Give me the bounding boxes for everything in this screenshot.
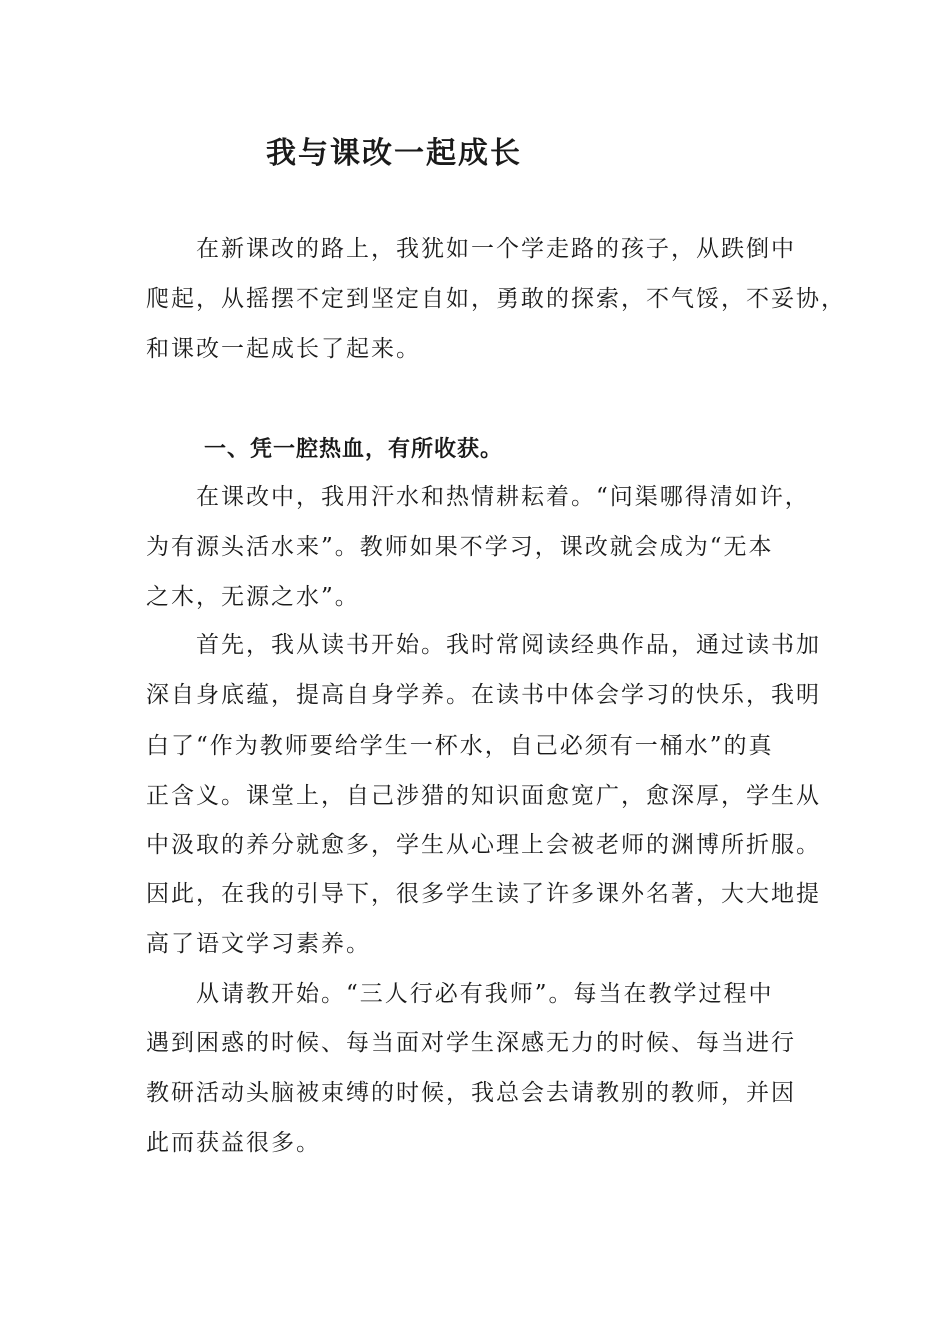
para2-line-3: 白了“作为教师要给学生一杯水，自己必须有一桶水”的真 — [146, 733, 774, 759]
para2-line-2: 深自身底蕴，提高自身学养。在读书中体会学习的快乐，我明 — [146, 682, 821, 708]
para1-line-2: 为有源头活水来”。教师如果不学习，课改就会成为“无本 — [146, 534, 774, 560]
para1-line-3: 之木，无源之水”。 — [146, 584, 360, 610]
para2-line-4: 正含义。课堂上，自己涉猎的知识面愈宽广，愈深厚，学生从 — [146, 783, 821, 809]
para3-line-1: 从请教开始。“三人行必有我师”。每当在教学过程中 — [196, 981, 774, 1007]
intro-line-3: 和课改一起成长了起来。 — [146, 336, 421, 362]
intro-line-2: 爬起，从摇摆不定到坚定自如，勇敢的探索，不气馁，不妥协， — [146, 286, 846, 312]
para2-line-6: 因此，在我的引导下，很多学生读了许多课外名著，大大地提 — [146, 881, 821, 907]
para3-line-4: 此而获益很多。 — [146, 1130, 321, 1156]
para1-line-1: 在课改中，我用汗水和热情耕耘着。“问渠哪得清如许， — [196, 484, 810, 510]
para2-line-5: 中汲取的养分就愈多，学生从心理上会被老师的渊博所折服。 — [146, 832, 821, 858]
section-heading: 一、凭一腔热血，有所收获。 — [204, 436, 504, 462]
para2-line-1: 首先，我从读书开始。我时常阅读经典作品，通过读书加 — [196, 632, 821, 658]
para3-line-3: 教研活动头脑被束缚的时候，我总会去请教别的教师，并因 — [146, 1080, 796, 1106]
intro-line-1: 在新课改的路上，我犹如一个学走路的孩子，从跌倒中 — [196, 236, 796, 262]
para2-line-7: 高了语文学习素养。 — [146, 931, 371, 957]
para3-line-2: 遇到困惑的时候、每当面对学生深感无力的时候、每当进行 — [146, 1030, 796, 1056]
document-title: 我与课改一起成长 — [266, 136, 522, 171]
